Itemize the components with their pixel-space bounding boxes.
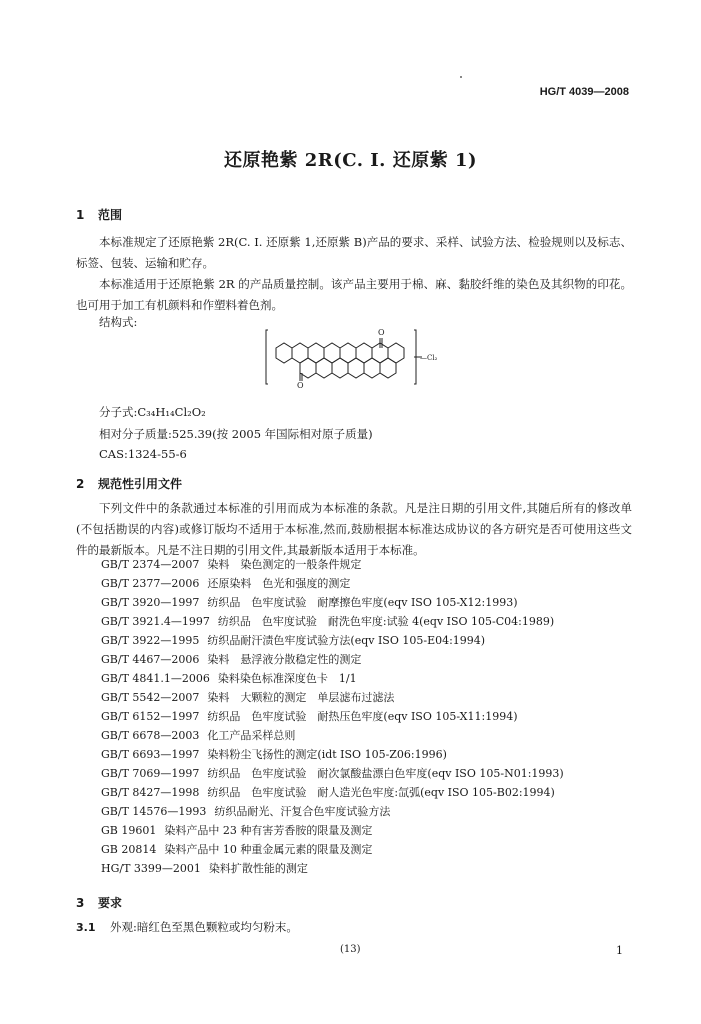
reference-code: GB/T 7069—1997 — [101, 767, 200, 780]
reference-desc: 染料产品中 10 种重金属元素的限量及测定 — [164, 843, 373, 856]
section-number: 3 — [76, 896, 85, 910]
molecular-mass: 相对分子质量:525.39(按 2005 年国际相对原子质量) — [99, 427, 373, 441]
svg-text:O: O — [297, 381, 304, 388]
section-title: 要求 — [98, 896, 123, 910]
section-number: 2 — [76, 477, 85, 491]
scope-paragraph-2: 本标准适用于还原艳紫 2R 的产品质量控制。该产品主要用于棉、麻、黏胶纤维的染色及其织物的印花。也可用于加工有机颜料和作塑料着色剂。 — [76, 277, 632, 312]
reference-code: GB/T 6152—1997 — [101, 710, 200, 723]
structural-formula-drawing — [264, 326, 444, 388]
reference-desc: 染料 大颗粒的测定 单层滤布过滤法 — [207, 691, 395, 704]
reference-item — [101, 631, 572, 650]
reference-desc: 染料扩散性能的测定 — [208, 862, 308, 875]
reference-item — [101, 650, 572, 669]
document-title: 还原艳紫 2R(C. I. 还原紫 1) — [223, 150, 478, 171]
reference-code: GB/T 6693—1997 — [101, 748, 200, 761]
reference-code: GB 20814 — [101, 843, 157, 856]
requirement-text: 外观:暗红色至黑色颗粒或均匀粉末。 — [110, 920, 298, 934]
requirement-3-1 — [76, 919, 298, 935]
reference-code: GB/T 6678—2003 — [101, 729, 200, 742]
reference-item — [101, 555, 572, 574]
section-title: 范围 — [98, 208, 123, 222]
reference-item — [101, 821, 572, 840]
reference-item — [101, 783, 572, 802]
section-references-heading — [76, 475, 182, 492]
reference-item — [101, 669, 572, 688]
reference-code: GB/T 3922—1995 — [101, 634, 200, 647]
reference-desc: 染料 悬浮液分散稳定性的测定 — [207, 653, 362, 666]
reference-desc: 染料 染色测定的一般条件规定 — [207, 558, 362, 571]
svg-text:O: O — [378, 328, 385, 337]
reference-code: HG/T 3399—2001 — [101, 862, 201, 875]
reference-item — [101, 707, 572, 726]
reference-item — [101, 574, 572, 593]
scan-speck — [460, 76, 462, 78]
chlorine-substituent: —Cl₂ — [420, 354, 438, 362]
reference-code: GB/T 2374—2007 — [101, 558, 200, 571]
reference-desc: 染料染色标准深度色卡 1/1 — [217, 672, 357, 685]
reference-code: GB/T 2377—2006 — [101, 577, 200, 590]
reference-item — [101, 593, 572, 612]
reference-desc: 化工产品采样总则 — [207, 729, 296, 742]
reference-item — [101, 859, 572, 878]
reference-desc: 纺织品耐光、汗复合色牢度试验方法 — [214, 805, 391, 818]
reference-list — [101, 555, 572, 878]
reference-desc: 染料粉尘飞扬性的测定(idt ISO 105-Z06:1996) — [207, 748, 447, 761]
reference-item — [101, 726, 572, 745]
reference-code: GB/T 14576—1993 — [101, 805, 207, 818]
reference-desc: 还原染料 色光和强度的测定 — [207, 577, 351, 590]
reference-code: GB/T 8427—1998 — [101, 786, 200, 799]
standard-code: HG/T 4039—2008 — [539, 86, 629, 98]
cas-number: CAS:1324-55-6 — [99, 447, 187, 461]
reference-desc: 纺织品耐汗渍色牢度试验方法(eqv ISO 105-E04:1994) — [207, 634, 486, 647]
footer-series-code: (13) — [340, 944, 361, 955]
reference-item — [101, 764, 572, 783]
reference-code: GB/T 3920—1997 — [101, 596, 200, 609]
reference-item — [101, 840, 572, 859]
reference-item — [101, 745, 572, 764]
section-requirements-heading — [76, 894, 122, 911]
reference-desc: 纺织品 色牢度试验 耐人造光色牢度:氙弧(eqv ISO 105-B02:1994) — [207, 786, 555, 799]
references-intro: 下列文件中的条款通过本标准的引用而成为本标准的条款。凡是注日期的引用文件,其随后所有的修改单(不包括勘误的内容)或修订版均不适用于本标准,然而,鼓励根据本标准达成协议的各方研究是否可使用这些文件的最新版本。凡是不注日期的引用文件,其最新版本适用于本标准。 — [76, 501, 632, 557]
structure-label: 结构式: — [99, 315, 138, 329]
reference-item — [101, 612, 572, 631]
reference-desc: 纺织品 色牢度试验 耐摩擦色牢度(eqv ISO 105-X12:1993) — [207, 596, 518, 609]
reference-desc: 纺织品 色牢度试验 耐次氯酸盐漂白色牢度(eqv ISO 105-N01:1993) — [207, 767, 564, 780]
reference-desc: 纺织品 色牢度试验 耐洗色牢度:试验 4(eqv ISO 105-C04:1989) — [217, 615, 555, 628]
section-number: 1 — [76, 208, 85, 222]
reference-code: GB/T 4841.1—2006 — [101, 672, 210, 685]
requirement-number: 3.1 — [76, 921, 96, 934]
reference-code: GB/T 3921.4—1997 — [101, 615, 210, 628]
structural-formula — [264, 326, 444, 392]
reference-code: GB/T 4467—2006 — [101, 653, 200, 666]
molecular-formula: 分子式:C₃₄H₁₄Cl₂O₂ — [99, 405, 206, 419]
reference-desc: 染料产品中 23 种有害芳香胺的限量及测定 — [164, 824, 373, 837]
reference-code: GB 19601 — [101, 824, 157, 837]
reference-item — [101, 688, 572, 707]
reference-desc: 纺织品 色牢度试验 耐热压色牢度(eqv ISO 105-X11:1994) — [207, 710, 518, 723]
scope-paragraph-1: 本标准规定了还原艳紫 2R(C. I. 还原紫 1,还原紫 B)产品的要求、采样、试验方法、检验规则以及标志、标签、包装、运输和贮存。 — [76, 235, 632, 270]
page-number: 1 — [616, 944, 623, 957]
section-scope-heading — [76, 206, 122, 223]
reference-item — [101, 802, 572, 821]
reference-code: GB/T 5542—2007 — [101, 691, 200, 704]
section-title: 规范性引用文件 — [98, 477, 183, 491]
